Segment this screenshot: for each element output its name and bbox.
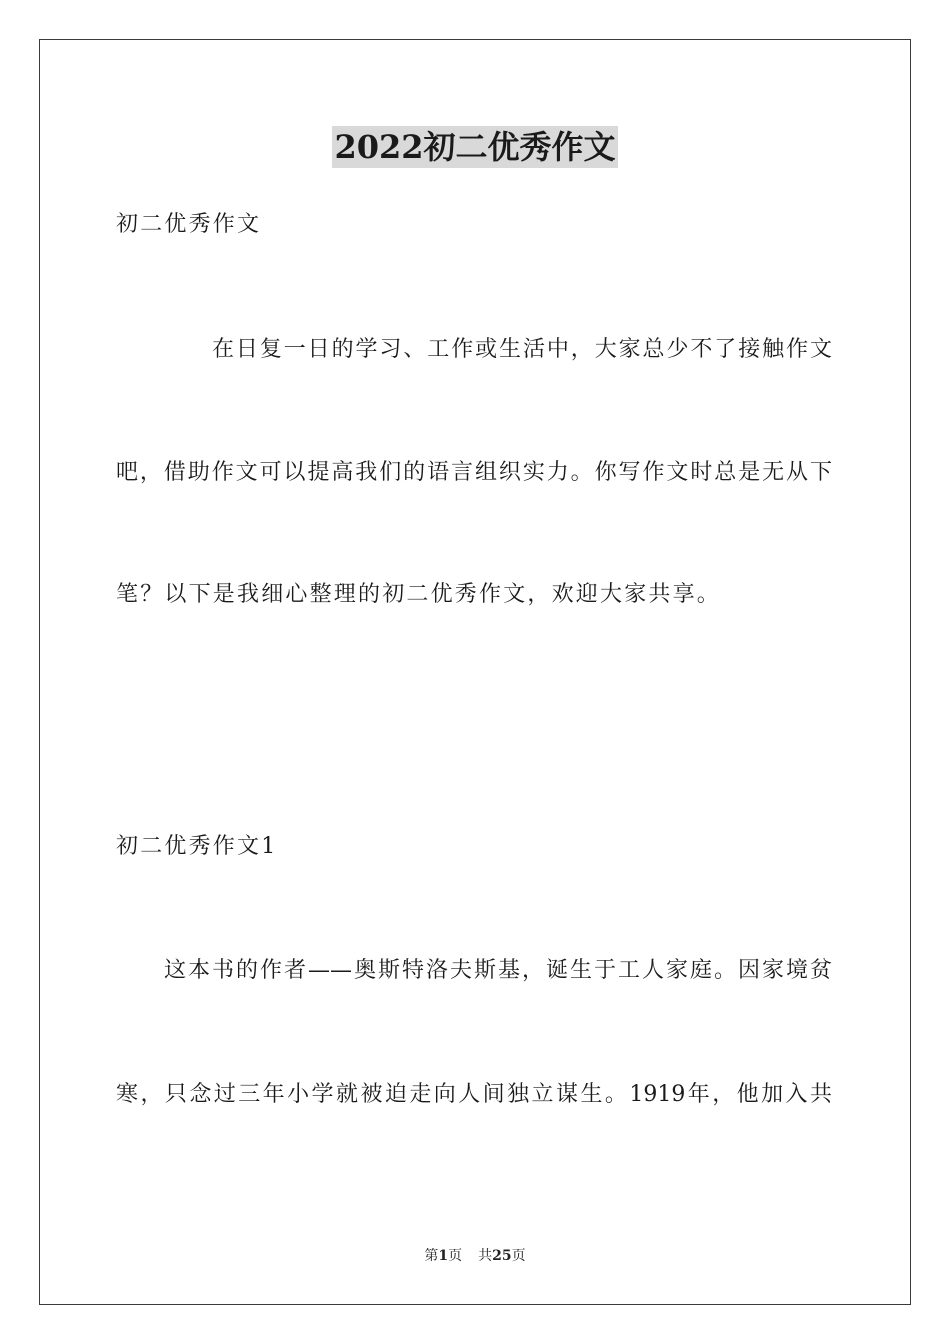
footer-page-suffix: 页 [448,1248,463,1264]
title-block [0,126,950,168]
footer-total-pages: 25 [492,1248,512,1264]
paragraph-line: 在日复一日的学习、工作或生活中，大家总少不了接触作文 [212,337,832,362]
footer-prefix: 第 [424,1248,439,1264]
paragraph-line: 寒，只念过三年小学就被迫走向人间独立谋生。1919年，他加入共 [116,1082,832,1107]
essay-heading: 初二优秀作文1 [116,834,278,859]
paragraph-line: 这本书的作者——奥斯特洛夫斯基，诞生于工人家庭。因家境贫 [164,958,832,983]
section-heading: 初二优秀作文 [116,212,262,237]
paragraph-line: 笔？以下是我细心整理的初二优秀作文，欢迎大家共享。 [116,582,722,607]
page-footer [0,1246,950,1266]
footer-total-prefix: 共 [478,1248,493,1264]
document-title: 2022初二优秀作文 [334,128,616,166]
footer-total-suffix: 页 [511,1248,526,1264]
paragraph-line: 吧，借助作文可以提高我们的语言组织实力。你写作文时总是无从下 [116,460,832,485]
footer-page-number: 1 [438,1248,449,1264]
